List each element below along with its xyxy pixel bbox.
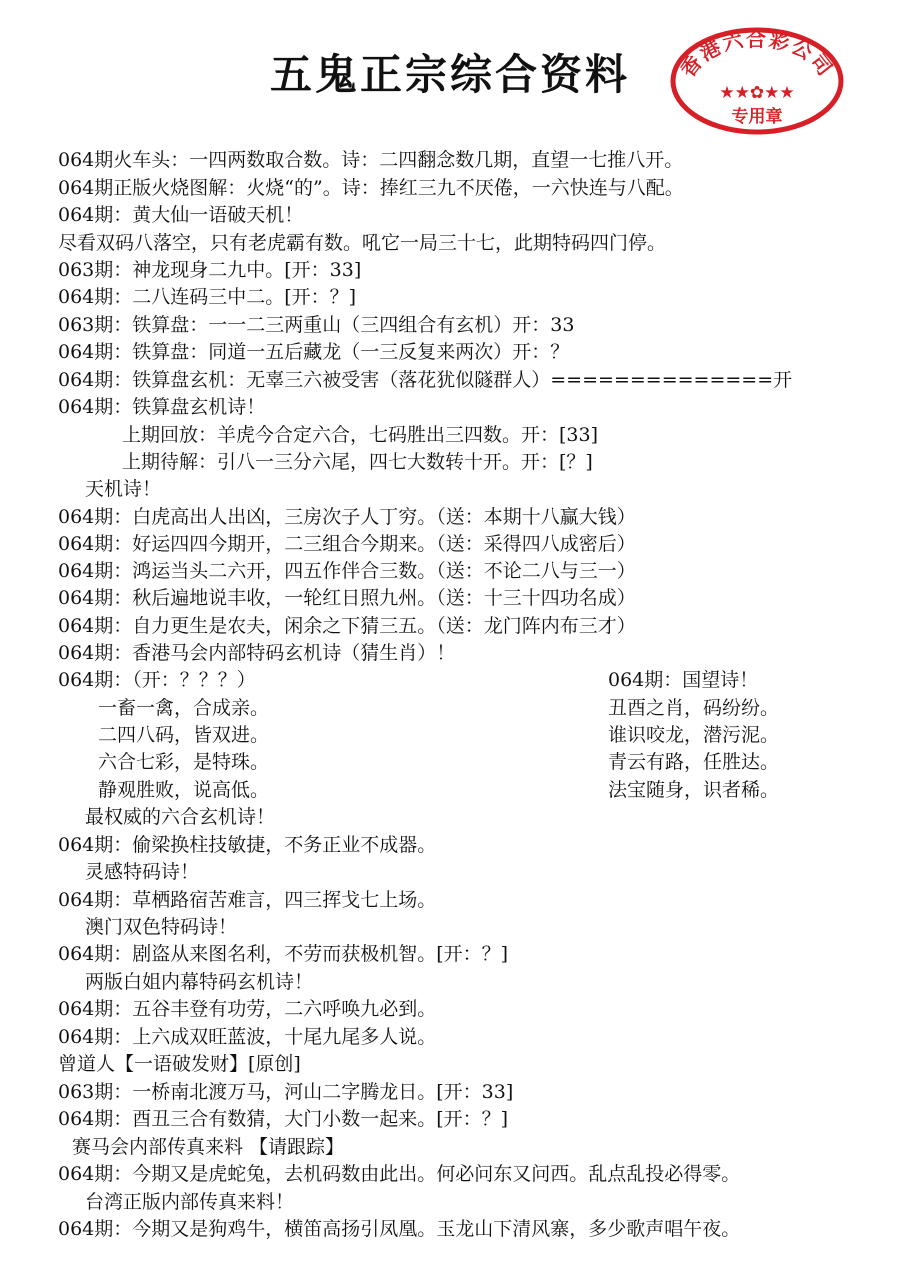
text-line: 063期：神龙现身二九中。[开：33]	[58, 259, 362, 281]
text-line: 台湾正版内部传真来料！	[85, 1191, 295, 1213]
text-line: 064期：今期又是虎蛇兔，去机码数由此出。何必问东又问西。乱点乱投必得零。	[58, 1163, 741, 1185]
text-line: 064期火车头：一四两数取合数。诗：二四翻念数几期，直望一七推八开。	[58, 149, 684, 171]
seal-arc-text: 香港六合彩公司	[675, 27, 839, 82]
text-line: 上期回放：羊虎今合定六合，七码胜出三四数。开：[33]	[122, 424, 599, 446]
text-line: 灵感特码诗！	[85, 861, 200, 883]
text-line: 064期：剧盗从来图名利，不劳而获极机智。[开：？]	[58, 943, 509, 965]
text-line: 丑酉之肖，码纷纷。	[608, 697, 780, 719]
company-seal-stamp	[668, 26, 846, 136]
text-line: 064期：五谷丰登有功劳，二六呼唤九必到。	[58, 998, 437, 1020]
text-line: 064期：国望诗！	[608, 669, 759, 691]
text-line: 064期：铁算盘：同道一五后藏龙（一三反复来两次）开：？	[58, 341, 570, 363]
text-line: 曾道人【一语破发财】[原创]	[58, 1053, 301, 1075]
text-line: 静观胜败，说高低。	[98, 779, 270, 801]
text-line: 064期：白虎高出人出凶，三房次子人丁穷。（送：本期十八赢大钱）	[58, 506, 636, 528]
text-line: 六合七彩，是特珠。	[98, 751, 270, 773]
text-line: 尽看双码八落空，只有老虎霸有数。吼它一局三十七，此期特码四门停。	[58, 232, 667, 254]
text-line: 064期：自力更生是农夫，闲余之下猜三五。（送：龙门阵内布三才）	[58, 615, 636, 637]
seal-stars: ★★✿★★	[719, 83, 795, 103]
seal-bottom-text: 专用章	[731, 107, 783, 127]
text-line: 064期：（开：？？？）	[58, 669, 256, 691]
text-line: 法宝随身，识者稀。	[608, 779, 780, 801]
text-line: 064期：秋后遍地说丰收，一轮红日照九州。（送：十三十四功名成）	[58, 587, 636, 609]
text-line: 064期：鸿运当头二六开，四五作伴合三数。（送：不论二八与三一）	[58, 560, 636, 582]
text-line: 064期：好运四四今期开，二三组合今期来。（送：采得四八成密后）	[58, 533, 636, 555]
text-line: 064期：偷梁换柱技敏捷，不务正业不成器。	[58, 834, 437, 856]
text-line: 063期：铁算盘：一一二三两重山（三四组合有玄机）开：33	[58, 314, 575, 336]
text-line: 谁识咬龙，潜污泥。	[608, 724, 780, 746]
text-line: 064期：草栖路宿苦难言，四三挥戈七上场。	[58, 889, 437, 911]
text-line: 064期：今期又是狗鸡牛，横笛高扬引凤凰。玉龙山下清风寨，多少歌声唱午夜。	[58, 1218, 741, 1240]
text-line: 064期正版火烧图解：火烧“的”。诗：捧红三九不厌倦，一六快连与八配。	[58, 177, 684, 199]
page-title: 五鬼正宗综合资料	[269, 50, 630, 99]
text-line: 064期：上六成双旺蓝波，十尾九尾多人说。	[58, 1026, 437, 1048]
text-line: 二四八码，皆双进。	[98, 724, 270, 746]
text-line: 一畜一禽，合成亲。	[98, 697, 270, 719]
text-line: 天机诗！	[85, 478, 162, 500]
text-line: 064期：铁算盘玄机诗！	[58, 396, 266, 418]
text-line: 064期：酉丑三合有数猜，大门小数一起来。[开：？]	[58, 1108, 509, 1130]
text-line: 064期：香港马会内部特码玄机诗（猜生肖）！	[58, 642, 456, 664]
text-line: 两版白姐内幕特码玄机诗！	[85, 971, 314, 993]
text-line: 赛马会内部传真来料 【请跟踪】	[72, 1136, 345, 1158]
text-line: 063期：一桥南北渡万马，河山二字腾龙日。[开：33]	[58, 1081, 514, 1103]
text-line: 064期：铁算盘玄机：无辜三六被受害（落花犹似隧群人）==============开	[58, 369, 793, 391]
text-line: 064期：黄大仙一语破天机！	[58, 204, 304, 226]
text-line: 最权威的六合玄机诗！	[85, 806, 276, 828]
text-line: 澳门双色特码诗！	[85, 916, 238, 938]
text-line: 上期待解：引八一三分六尾，四七大数转十开。开：[？]	[122, 451, 593, 473]
text-line: 青云有路，任胜达。	[608, 751, 780, 773]
text-line: 064期：二八连码三中二。[开：？]	[58, 286, 357, 308]
